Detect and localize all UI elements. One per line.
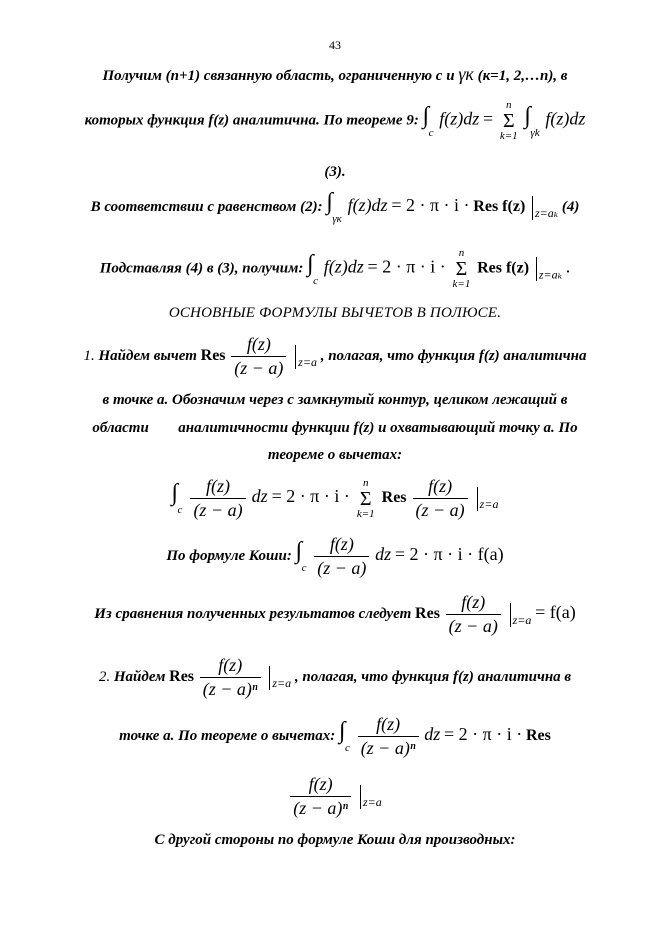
denominator: (z − a) [193, 500, 243, 520]
eval-bar [536, 257, 537, 281]
integral-limit-c: c [428, 126, 434, 139]
sigma-sign: Σ [359, 487, 372, 510]
integral-limit-c: c [345, 742, 350, 754]
sigma-sign: Σ [502, 110, 515, 132]
numerator: f(z) [446, 592, 501, 615]
sum-lower: k=1 [499, 130, 518, 142]
paragraph-line-6 [0, 334, 670, 379]
eq-2pii: = 2 · π · i · [444, 723, 523, 744]
integral-limit-c: c [313, 274, 319, 287]
numerator: f(z) [413, 476, 468, 499]
item-number-2: 2. [98, 668, 111, 685]
dz: dz [251, 486, 268, 507]
dz: dz [424, 723, 441, 744]
eval-bar [532, 196, 533, 220]
eval-z-ak: z=aₖ [538, 267, 562, 282]
text-p5: Подставляя (4) в (3), получим: [99, 260, 304, 277]
eq-2pii: = 2 · π · i · [367, 256, 446, 277]
numerator: f(z) [290, 774, 351, 797]
fzdz: f(z)dz [323, 256, 364, 277]
numerator: f(z) [190, 476, 245, 499]
eval-bar [360, 785, 361, 809]
denominator: (z − a)ⁿ [293, 798, 349, 818]
paragraph-line-7: в точке a. Обозначим через с замкнутый контур, целиком лежащий в [102, 392, 568, 408]
integral-gamma-k [524, 104, 539, 139]
integral-sign: ∫ [524, 102, 531, 129]
fzdz-left: f(z)dz [439, 108, 480, 129]
eval-bar [295, 345, 296, 369]
integral-limit-gamma: γк [332, 213, 342, 225]
text-p6-tail: , полагая, что функция f(z) аналитична [320, 347, 587, 364]
integral-c [172, 481, 183, 516]
fraction-fz-za-n [200, 655, 261, 700]
eq-2pii: = 2 · π · i · [391, 194, 470, 215]
fraction-fz-za [190, 476, 245, 521]
numerator: f(z) [231, 334, 286, 357]
text-p1-tail: (к=1, 2,…n), в [477, 68, 568, 84]
eval-z-a: z=a [363, 795, 382, 810]
denominator: (z − a) [448, 616, 498, 636]
formula-residue-fraction [0, 774, 670, 819]
denominator: (z − a)ⁿ [360, 738, 416, 758]
fraction-fz-za-n [358, 714, 419, 759]
denominator: (z − a) [415, 500, 465, 520]
integral-limit-c: c [177, 504, 183, 516]
text-p8a: области [92, 420, 149, 436]
text-p12-tail: , полагая, что функция f(z) аналитична в [294, 668, 572, 685]
integral-gamma [326, 190, 341, 225]
text-p2: которых функция f(z) аналитична. По теореме 9: [84, 112, 419, 129]
eval-z-a: z=a [479, 497, 499, 512]
res-fz: Res f(z) [473, 197, 526, 215]
integral-sign: ∫ [307, 250, 314, 277]
integral-c [307, 252, 318, 287]
integral-sign: ∫ [326, 189, 333, 215]
eq-2pii: = 2 · π · i · [271, 486, 350, 507]
eval-bar [269, 666, 270, 690]
res-label: Res [526, 726, 551, 744]
res-label: Res [415, 604, 440, 622]
integral-sign: ∫ [422, 102, 430, 129]
integral-sign: ∫ [171, 480, 179, 506]
eq-tag-4: (4) [561, 198, 580, 215]
denominator: (z − a) [317, 558, 367, 578]
item-number-1: 1. [83, 347, 95, 364]
eval-z-ak: z=aₖ [535, 205, 559, 220]
page-number: 43 [329, 38, 341, 52]
sum-lower: k=1 [452, 278, 471, 290]
eq-2pii-fa: = 2 · π · i · f(a) [394, 543, 504, 564]
integral-limit-c: c [301, 562, 307, 574]
paragraph-line-5 [0, 248, 670, 290]
eval-z-a: z=a [512, 612, 532, 627]
paragraph-line-12 [0, 655, 670, 700]
res-fz: Res f(z) [477, 259, 530, 277]
res-label: Res [169, 667, 195, 685]
paragraph-line-14: С другой стороны по формуле Коши для производных: [154, 832, 516, 848]
fraction-fz-za [314, 534, 369, 579]
integral-limit-gamma: γk [530, 126, 540, 139]
eval-z-a: z=a [298, 354, 317, 369]
text-p11: Из сравнения полученных результатов следует [94, 605, 412, 622]
sum-upper: n [506, 99, 512, 111]
fraction-fz-za-n [290, 774, 351, 819]
res-label: Res [200, 346, 226, 364]
text-p12: Найдем [113, 668, 166, 685]
denominator: (z − a)ⁿ [202, 679, 258, 699]
paragraph-line-2 [0, 100, 670, 142]
text-p13: точке а. По теореме о вычетах: [119, 727, 336, 744]
paragraph-line-4 [0, 190, 670, 225]
numerator: f(z) [200, 655, 261, 678]
paragraph-line-10 [0, 534, 670, 579]
formula-residue-theorem [0, 476, 670, 521]
sum-lower: k=1 [356, 507, 375, 520]
dz: dz [375, 543, 392, 564]
sum-upper: n [458, 247, 465, 259]
sigma-sign: Σ [455, 258, 468, 280]
integral-c [339, 719, 350, 754]
integral-c [423, 104, 434, 139]
text-p10: По формуле Коши: [166, 547, 292, 564]
eval-z-a: z=a [272, 675, 292, 690]
fraction-fz-za [446, 592, 501, 637]
denominator: (z − a) [234, 358, 284, 378]
eval-bar [510, 603, 511, 627]
integral-sign: ∫ [339, 718, 346, 744]
sum-k-1-n [500, 100, 518, 142]
integral-sign: ∫ [295, 538, 303, 564]
period: . [565, 256, 571, 277]
equals-sign: = [482, 108, 494, 129]
fraction-fz-za [231, 334, 286, 379]
text-p8b: аналитичности функции f(z) и охватывающий точку а. По [178, 420, 578, 436]
integral-c [296, 539, 307, 574]
numerator: f(z) [314, 534, 369, 557]
sum-upper: n [362, 476, 369, 489]
text-p1: Получим (n+1) связанную область, ограниченную с и [102, 68, 455, 84]
eq-fa: = f(a) [535, 601, 576, 622]
paragraph-line-8 [0, 420, 670, 437]
paragraph-line-9: теореме о вычетах: [267, 447, 403, 463]
paragraph-line-11 [0, 592, 670, 637]
eq-number-3: (3). [324, 164, 346, 180]
paragraph-line-13 [0, 714, 670, 759]
sum-k-1-n [453, 248, 471, 290]
fzdz-right: f(z)dz [545, 108, 586, 129]
sum-k-1-n [357, 478, 375, 520]
fraction-fz-za [413, 476, 468, 521]
gamma-k-symbol: γк [458, 64, 474, 84]
text-p6: Найдем вычет [98, 347, 197, 364]
fzdz: f(z)dz [347, 194, 388, 215]
eval-bar [477, 487, 478, 511]
paragraph-line-1 [0, 64, 670, 85]
text-p4: В соответствии с равенством (2): [90, 198, 323, 215]
res-label: Res [381, 489, 407, 507]
section-heading: ОСНОВНЫЕ ФОРМУЛЫ ВЫЧЕТОВ В ПОЛЮСЕ. [168, 305, 502, 321]
numerator: f(z) [358, 714, 419, 737]
